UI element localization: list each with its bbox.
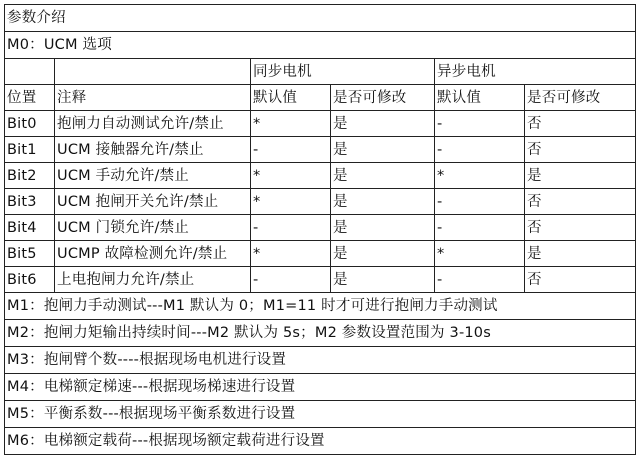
m0-title: M0：UCM 选项	[5, 32, 636, 59]
param-m6-row: M6：电梯额定载荷---根据现场额定载荷进行设置	[5, 428, 636, 455]
async-modifiable-cell: 是	[525, 241, 636, 267]
async-default-cell: -	[435, 267, 525, 293]
async-default-cell: *	[435, 163, 525, 189]
note-cell: UCM 接触器允许/禁止	[55, 137, 251, 163]
parameter-table	[4, 4, 636, 455]
table-row	[5, 137, 636, 163]
sync-modifiable-cell: 是	[331, 137, 435, 163]
async-default-cell: -	[435, 215, 525, 241]
column-header-sync-default: 默认值	[251, 85, 331, 111]
column-header-sync-modifiable: 是否可修改	[331, 85, 435, 111]
group-header-async-motor: 异步电机	[435, 59, 636, 85]
bit-cell: Bit3	[5, 189, 55, 215]
table-row	[5, 215, 636, 241]
table-title: 参数介绍	[5, 5, 636, 32]
bit-cell: Bit4	[5, 215, 55, 241]
async-modifiable-cell: 否	[525, 137, 636, 163]
column-header-position: 位置	[5, 85, 55, 111]
column-header-note: 注释	[55, 85, 251, 111]
note-cell: 抱闸力自动测试允许/禁止	[55, 111, 251, 137]
note-cell: UCM 抱闸开关允许/禁止	[55, 189, 251, 215]
async-default-cell: -	[435, 189, 525, 215]
note-cell: 上电抱闸力允许/禁止	[55, 267, 251, 293]
sync-modifiable-cell: 是	[331, 111, 435, 137]
sync-default-cell: *	[251, 163, 331, 189]
note-cell: UCM 门锁允许/禁止	[55, 215, 251, 241]
group-header-sync-motor: 同步电机	[251, 59, 435, 85]
sync-default-cell: -	[251, 137, 331, 163]
table-row	[5, 241, 636, 267]
sync-modifiable-cell: 是	[331, 267, 435, 293]
sync-default-cell: *	[251, 189, 331, 215]
table-row	[5, 111, 636, 137]
table-row	[5, 189, 636, 215]
sync-default-cell: -	[251, 267, 331, 293]
empty-cell	[55, 59, 251, 85]
bit-cell: Bit2	[5, 163, 55, 189]
note-cell: UCM 手动允许/禁止	[55, 163, 251, 189]
sync-modifiable-cell: 是	[331, 163, 435, 189]
column-header-async-modifiable: 是否可修改	[525, 85, 636, 111]
bit-cell: Bit5	[5, 241, 55, 267]
sync-modifiable-cell: 是	[331, 215, 435, 241]
sync-modifiable-cell: 是	[331, 241, 435, 267]
column-header-async-default: 默认值	[435, 85, 525, 111]
bit-cell: Bit0	[5, 111, 55, 137]
param-m4-row: M4：电梯额定梯速---根据现场梯速进行设置	[5, 374, 636, 401]
sync-modifiable-cell: 是	[331, 189, 435, 215]
sync-default-cell: *	[251, 111, 331, 137]
async-modifiable-cell: 否	[525, 111, 636, 137]
async-default-cell: -	[435, 111, 525, 137]
empty-cell	[5, 59, 55, 85]
param-m2-row: M2：抱闸力矩输出持续时间---M2 默认为 5s；M2 参数设置范围为 3-10s	[5, 320, 636, 347]
async-default-cell: *	[435, 241, 525, 267]
sync-default-cell: *	[251, 241, 331, 267]
param-m3-row: M3：抱闸臂个数----根据现场电机进行设置	[5, 347, 636, 374]
bit-cell: Bit6	[5, 267, 55, 293]
note-cell: UCMP 故障检测允许/禁止	[55, 241, 251, 267]
async-modifiable-cell: 是	[525, 163, 636, 189]
param-m1-row: M1：抱闸力手动测试---M1 默认为 0；M1=11 时才可进行抱闸力手动测试	[5, 293, 636, 320]
table-row	[5, 267, 636, 293]
async-default-cell: -	[435, 137, 525, 163]
async-modifiable-cell: 否	[525, 215, 636, 241]
param-m5-row: M5：平衡系数---根据现场平衡系数进行设置	[5, 401, 636, 428]
table-row	[5, 163, 636, 189]
async-modifiable-cell: 否	[525, 189, 636, 215]
async-modifiable-cell: 否	[525, 267, 636, 293]
sync-default-cell: -	[251, 215, 331, 241]
bit-cell: Bit1	[5, 137, 55, 163]
